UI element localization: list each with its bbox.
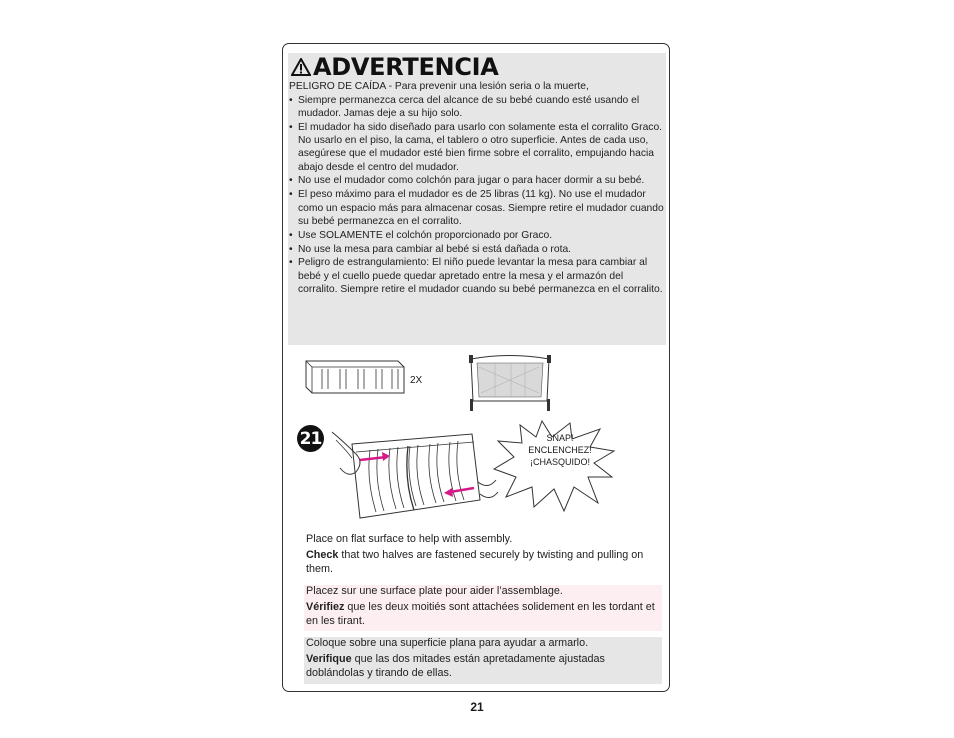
playard-illustration bbox=[465, 353, 555, 413]
check-keyword: Check bbox=[306, 549, 339, 562]
instruction-check bbox=[306, 653, 660, 680]
warning-triangle-icon bbox=[291, 58, 311, 76]
check-keyword: Verifique bbox=[306, 653, 352, 666]
check-text: that two halves are fastened securely by twisting and pulling on them. bbox=[306, 549, 644, 575]
instruction-check bbox=[306, 549, 660, 576]
instruction-line: Placez sur une surface plate pour aider l’assemblage. bbox=[306, 585, 563, 597]
check-text: que les deux moitiés sont attachées solidement en les tordant et en les tirant. bbox=[306, 601, 655, 627]
snap-sound-text bbox=[510, 432, 610, 468]
instructions-spanish bbox=[306, 637, 660, 680]
warning-item: • Peligro de estrangulamiento: El niño puede levantar la mesa para cambiar al bebé y el cuello puede quedar apretado entre la mesa y el armazón del corralito. Siempre retire el mudador cuando su bebé permanezca en el corralito. bbox=[289, 256, 665, 296]
check-text: que las dos mitades están apretadamente ajustadas doblándolas y tirando de ellas. bbox=[306, 653, 605, 679]
warning-item: • Use SOLAMENTE el colchón proporcionado por Graco. bbox=[289, 229, 665, 242]
warning-item: • No use la mesa para cambiar al bebé si está dañada o rota. bbox=[289, 243, 665, 256]
sound-en: SNAP! bbox=[546, 433, 574, 443]
warning-title bbox=[291, 53, 499, 81]
sound-fr: ENCLENCHEZ! bbox=[528, 445, 592, 455]
warning-list bbox=[289, 94, 665, 296]
check-keyword: Vérifiez bbox=[306, 601, 345, 614]
warning-body bbox=[289, 80, 665, 296]
instruction-line: Coloque sobre una superficie plana para ayudar a armarlo. bbox=[306, 637, 589, 649]
quantity-label: 2X bbox=[410, 375, 423, 386]
instruction-check bbox=[306, 601, 660, 628]
warning-item: • No use el mudador como colchón para jugar o para hacer dormir a su bebé. bbox=[289, 174, 665, 187]
step-number-badge: 21 bbox=[297, 425, 324, 452]
warning-intro: PELIGRO DE CAÍDA - Para prevenir una lesión seria o la muerte, bbox=[289, 81, 589, 92]
assembly-illustration bbox=[330, 420, 500, 530]
warning-item: • El peso máximo para el mudador es de 25 libras (11 kg). No use el mudador como un espacio más para almacenar cosas. Siempre retire el mudador cuando su bebé permanezca en el corralito. bbox=[289, 188, 665, 228]
warning-item: • Siempre permanezca cerca del alcance de su bebé cuando esté usando el mudador. Jamas deje a su hijo solo. bbox=[289, 94, 665, 120]
page-number: 21 bbox=[470, 700, 484, 714]
instructions-english bbox=[306, 533, 660, 576]
sound-es: ¡CHASQUIDO! bbox=[529, 457, 590, 467]
changer-half-illustration bbox=[300, 355, 408, 400]
instruction-line: Place on flat surface to help with assembly. bbox=[306, 533, 513, 545]
instructions-french bbox=[306, 585, 660, 628]
warning-item: • El mudador ha sido diseñado para usarlo con solamente esta el corralito Graco. No usarlo en el piso, la cama, el tablero o otro superficie. Antes de cada uso, asegúrese que el mudador esté bien firme sobre el corralito, empujando hacia abajo desde el centro del mudador. bbox=[289, 121, 665, 174]
warning-title-text: ADVERTENCIA bbox=[313, 53, 499, 81]
